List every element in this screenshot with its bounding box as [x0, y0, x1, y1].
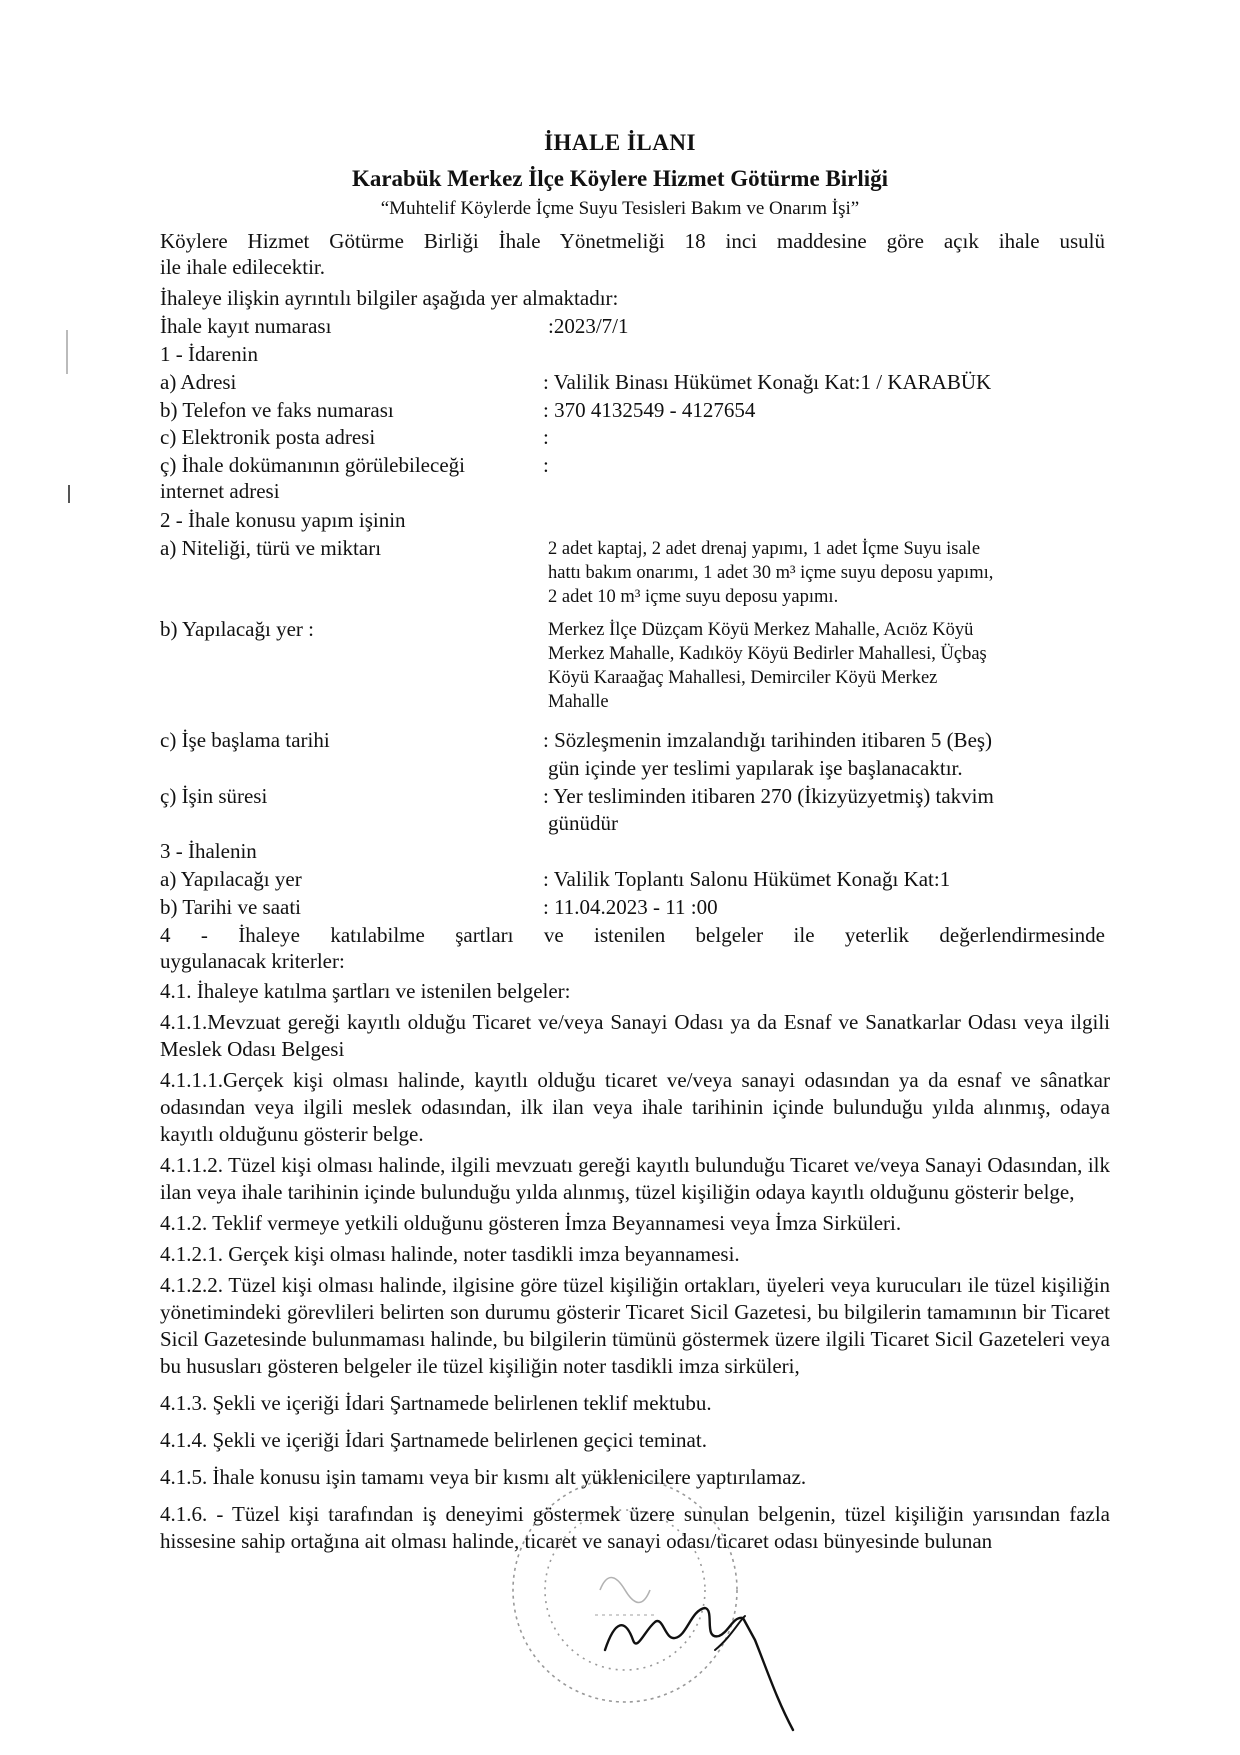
criteria-item: 4.1. İhaleye katılma şartları ve istenilen belgeler: — [160, 979, 571, 1003]
section-heading: 1 - İdarenin — [160, 342, 258, 366]
work-place-line: Merkez İlçe Düzçam Köyü Merkez Mahalle, Acıöz Köyü — [548, 620, 974, 640]
section-heading: 3 - İhalenin — [160, 839, 257, 863]
work-place-line: Merkez Mahalle, Kadıköy Köyü Bedirler Mahallesi, Üçbaş — [548, 644, 987, 664]
nature-line: hattı bakım onarımı, 1 adet 30 m³ içme suyu deposu yapımı, — [548, 563, 994, 583]
website-label: internet adresi — [160, 479, 280, 503]
phone-value: : 370 4132549 - 4127654 — [543, 398, 756, 422]
criteria-item: 4.1.1.1.Gerçek kişi olması halinde, kayıtlı olduğu ticaret ve/veya sanayi odasından ya da esnaf ve sânatkar odasından veya ilgili meslek odasından, ilk ilan veya ihale tarihinin içinde bulunduğu yılda alınmış, odaya kayıtlı olduğunu gösterir belge. — [160, 1068, 1110, 1146]
section-heading: uygulanacak kriterler: — [160, 949, 345, 973]
organization-name: Karabük Merkez İlçe Köylere Hizmet Götürme Birliği — [351, 166, 889, 191]
criteria-item: 4.1.2. Teklif vermeye yetkili olduğunu gösteren İmza Beyannamesi veya İmza Sirküleri. — [160, 1211, 902, 1235]
official-seal-icon — [513, 1478, 737, 1702]
address-label: a) Adresi — [160, 370, 237, 394]
criteria-item: 4.1.4. Şekli ve içeriği İdari Şartnamede belirlenen geçici teminat. — [160, 1428, 707, 1452]
duration-label: ç) İşin süresi — [160, 784, 268, 808]
tender-date-value: : 11.04.2023 - 11 :00 — [543, 895, 718, 919]
registration-label: İhale kayıt numarası — [160, 314, 332, 338]
website-label: ç) İhale dokümanının görülebileceği — [160, 453, 465, 477]
duration-line: : Yer tesliminden itibaren 270 (İkizyüzyetmiş) takvim — [543, 784, 994, 808]
scan-edge-mark — [66, 330, 68, 374]
section-heading: 4 - İhaleye katılabilme şartları ve istenilen belgeler ile yeterlik değerlendirmesinde — [160, 923, 1105, 947]
work-place-line: Mahalle — [548, 692, 609, 712]
intro-line: Köylere Hizmet Götürme Birliği İhale Yönetmeliği 18 inci maddesine göre açık ihale usulü — [160, 229, 1105, 253]
signature-icon — [605, 1608, 793, 1730]
tender-date-label: b) Tarihi ve saati — [160, 895, 302, 919]
work-place-line: Köyü Karaağaç Mahallesi, Demirciler Köyü Merkez — [548, 668, 938, 688]
address-value: : Valilik Binası Hükümet Konağı Kat:1 / KARABÜK — [543, 370, 992, 394]
work-place-label: b) Yapılacağı yer : — [160, 617, 314, 641]
tender-place-value: : Valilik Toplantı Salonu Hükümet Konağı Kat:1 — [543, 867, 951, 891]
seal-and-signature-image — [505, 1440, 815, 1740]
page-title: İHALE İLANI — [544, 130, 696, 155]
phone-label: b) Telefon ve faks numarası — [160, 398, 394, 422]
intro-line: ile ihale edilecektir. — [160, 255, 326, 279]
nature-line: 2 adet kaptaj, 2 adet drenaj yapımı, 1 adet İçme Suyu isale — [548, 539, 981, 559]
criteria-item: 4.1.1.2. Tüzel kişi olması halinde, ilgili mevzuatı gereği kayıtlı bulunduğu Ticaret ve/veya Sanayi Odasından, ilk ilan veya ihale tarihinin içinde bulunduğu yılda alınmış, tüzel kişiliğin odaya kayıtlı olduğunu gösterir belge, — [160, 1153, 1110, 1204]
tender-place-label: a) Yapılacağı yer — [160, 867, 302, 891]
registration-value: :2023/7/1 — [548, 314, 629, 338]
criteria-item: 4.1.1.Mevzuat gereği kayıtlı olduğu Ticaret ve/veya Sanayi Odası ya da Esnaf ve Sanatkarlar Odası veya ilgili Meslek Odası Belgesi — [160, 1010, 1110, 1061]
criteria-item: 4.1.5. İhale konusu işin tamamı veya bir kısmı alt yüklenicilere yaptırılamaz. — [160, 1465, 807, 1489]
criteria-item: 4.1.6. - Tüzel kişi tarafından iş deneyimi göstermek üzere sunulan belgenin, tüzel kişiliğin yarısından fazla hissesine sahip ortağına ait olması halinde, ticaret ve sanayi odası/ticaret odası bünyesinde bulunan — [160, 1502, 1110, 1553]
criteria-item: 4.1.2.1. Gerçek kişi olması halinde, noter tasdikli imza beyannamesi. — [160, 1242, 740, 1266]
duration-line: günüdür — [548, 811, 618, 835]
criteria-item: 4.1.3. Şekli ve içeriği İdari Şartnamede belirlenen teklif mektubu. — [160, 1391, 712, 1415]
start-date-line: gün içinde yer teslimi yapılarak işe başlanacaktır. — [548, 756, 963, 780]
intro-line: İhaleye ilişkin ayrıntılı bilgiler aşağıda yer almaktadır: — [160, 286, 619, 310]
scan-edge-mark — [68, 485, 70, 503]
start-date-label: c) İşe başlama tarihi — [160, 728, 330, 752]
criteria-item: 4.1.2.2. Tüzel kişi olması halinde, ilgisine göre tüzel kişiliğin ortakları, üyeleri veya kurucuları ile tüzel kişiliğin yönetimindeki görevlileri belirten son durumu gösterir Ticaret Sicil Gazetesi, bu bilgilerin tamamının bir Ticaret Sicil Gazetesinde bulunmaması halinde, bu bilgilerin tümünü göstermek üzere ilgili Ticaret Sicil Gazeteleri veya bu hususları gösteren belgeler ile tüzel kişiliğin noter tasdikli imza sirküleri, — [160, 1273, 1110, 1378]
start-date-line: : Sözleşmenin imzalandığı tarihinden itibaren 5 (Beş) — [543, 728, 993, 752]
section-heading: 2 - İhale konusu yapım işinin — [160, 508, 406, 532]
email-label: c) Elektronik posta adresi — [160, 425, 376, 449]
website-value: : — [543, 453, 549, 477]
work-title: “Muhtelif Köylerde İçme Suyu Tesisleri Bakım ve Onarım İşi” — [380, 198, 860, 219]
nature-label: a) Niteliği, türü ve miktarı — [160, 536, 382, 560]
nature-line: 2 adet 10 m³ içme suyu deposu yapımı. — [548, 587, 839, 607]
email-value: : — [543, 425, 549, 449]
